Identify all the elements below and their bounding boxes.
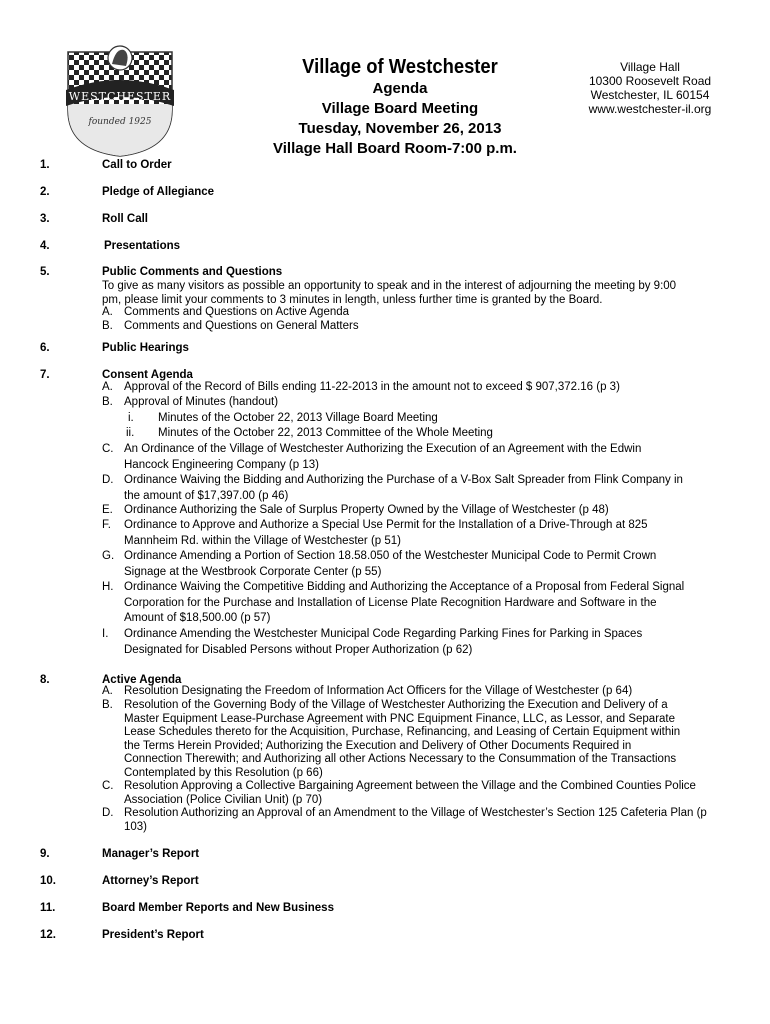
item-number: 11. — [40, 902, 56, 914]
sub-letter: A. — [102, 306, 113, 318]
agenda-header — [255, 55, 545, 159]
item-number: 9. — [40, 848, 50, 860]
meeting-date: Tuesday, November 26, 2013 — [298, 120, 502, 137]
sub-item — [102, 395, 722, 410]
sub-letter: A. — [102, 685, 113, 697]
sub-text: Resolution of the Governing Body of the Village of Westchester Authorizing the Execution and Delivery of a — [124, 699, 668, 711]
sub-letter: B. — [102, 320, 113, 332]
item-title: Call to Order — [102, 159, 172, 171]
sub-item — [102, 780, 722, 808]
sub-text: Ordinance to Approve and Authorize a Special Use Permit for the Installation of a Drive-Through at 825 — [124, 519, 648, 531]
sub-item — [102, 699, 722, 781]
item-title: Attorney’s Report — [102, 875, 199, 887]
sub-text: Ordinance Waiving the Bidding and Authorizing the Purchase of a V-Box Salt Spreader from Flink Company in — [124, 474, 683, 486]
agenda-subtitle: Agenda — [372, 80, 428, 97]
item-title: Board Member Reports and New Business — [102, 902, 334, 914]
address-line: Westchester, IL 60154 — [590, 88, 710, 102]
sub-text: Resolution Approving a Collective Bargaining Agreement between the Village and the Combined Counties Police — [124, 780, 696, 792]
page-title: Village of Westchester — [302, 56, 498, 78]
village-logo — [64, 40, 176, 158]
item-number: 5. — [40, 266, 50, 278]
sub-text: Corporation for the Purchase and Installation of License Plate Recognition Hardware and Software in the — [124, 596, 657, 609]
sub-text: Contemplated by this Resolution (p 66) — [124, 766, 323, 779]
item-number: 6. — [40, 342, 50, 354]
sub-letter: H. — [102, 581, 114, 593]
sub-text: Minutes of the October 22, 2013 Village Board Meeting — [158, 412, 438, 424]
sub-text: 103) — [124, 820, 148, 833]
item-number: 7. — [40, 369, 50, 381]
sub-text: An Ordinance of the Village of Westchester Authorizing the Execution of an Agreement with the Edwin — [124, 443, 642, 455]
sub-item — [102, 549, 722, 580]
sub-text: Mannheim Rd. within the Village of Westchester (p 51) — [124, 534, 401, 547]
roman-numeral: ii. — [126, 427, 135, 439]
item-title: Presentations — [104, 240, 181, 252]
item-title: Active Agenda — [102, 674, 182, 686]
sub-text: Approval of Minutes (handout) — [124, 396, 279, 408]
sub-text: Comments and Questions on Active Agenda — [124, 306, 350, 318]
sub-letter: G. — [102, 550, 115, 562]
sub-text: Connection Therewith; and Authorizing all other Actions Necessary to the Consummation of the Transactions — [124, 753, 677, 765]
sub-item — [102, 473, 722, 504]
village-address — [575, 60, 725, 116]
sub-item — [102, 685, 722, 699]
logo-name-text: WESTCHESTER — [68, 90, 172, 103]
item-number: 8. — [40, 674, 50, 686]
roman-numeral: i. — [128, 412, 134, 424]
item-title: Public Comments and Questions — [102, 266, 283, 278]
item-number: 1. — [40, 159, 50, 171]
roman-sub-item — [128, 411, 628, 426]
item-number: 10. — [40, 875, 56, 887]
sub-item — [102, 518, 722, 549]
sub-letter: I. — [102, 628, 109, 640]
sub-text: the amount of $17,397.00 (p 46) — [124, 489, 289, 502]
item-title: Pledge of Allegiance — [102, 186, 215, 198]
sub-item — [102, 580, 722, 626]
meeting-name: Village Board Meeting — [321, 100, 479, 117]
meeting-location: Village Hall Board Room-7:00 p.m. — [273, 140, 517, 157]
sub-text: Designated for Disabled Persons without Proper Authorization (p 62) — [124, 643, 473, 656]
item-title: Manager’s Report — [102, 848, 200, 860]
sub-letter: C. — [102, 780, 114, 792]
sub-text: Approval of the Record of Bills ending 11-22-2013 in the amount not to exceed $ 907,372.16 (p 3) — [124, 381, 620, 393]
sub-item — [102, 503, 722, 518]
item-title: President’s Report — [102, 929, 204, 941]
sub-letter: D. — [102, 474, 114, 486]
item-number: 4. — [40, 240, 50, 252]
sub-letter: D. — [102, 807, 114, 819]
sub-letter: B. — [102, 699, 113, 711]
sub-letter: B. — [102, 396, 113, 408]
sub-item — [102, 627, 722, 658]
sub-text: Ordinance Amending a Portion of Section 18.58.050 of the Westchester Municipal Code to Permit Crown — [124, 550, 657, 562]
item-title: Roll Call — [102, 213, 149, 225]
item-description: To give as many visitors as possible an opportunity to speak and in the interest of adjourning the meeting by 9:00 — [102, 280, 677, 292]
item-number: 3. — [40, 213, 50, 225]
website-link[interactable]: www.westchester-il.org — [588, 102, 712, 116]
sub-text: Resolution Authorizing an Approval of an Amendment to the Village of Westchester’s Section 125 Cafeteria Plan (p — [124, 807, 707, 819]
sub-text: Ordinance Waiving the Competitive Bidding and Authorizing the Acceptance of a Proposal from Federal Signal — [124, 581, 685, 593]
sub-text: Ordinance Authorizing the Sale of Surplus Property Owned by the Village of Westchester (p 48) — [124, 504, 609, 516]
address-line: 10300 Roosevelt Road — [588, 74, 712, 88]
item-title: Consent Agenda — [102, 369, 193, 381]
sub-letter: C. — [102, 443, 114, 455]
sub-text: Comments and Questions on General Matters — [124, 320, 359, 332]
sub-item — [102, 380, 722, 395]
sub-text: Master Equipment Lease-Purchase Agreement with PNC Equipment Finance, LLC, as Lessor, and Separate — [124, 712, 676, 725]
item-number: 2. — [40, 186, 50, 198]
item-description: pm, please limit your comments to 3 minutes in length, unless further time is granted by the Board. — [102, 294, 603, 306]
roman-sub-item — [126, 426, 626, 441]
sub-text: Resolution Designating the Freedom of Information Act Officers for the Village of Westchester (p 64) — [124, 685, 633, 697]
sub-text: the Terms Herein Provided; Authorizing the Execution and Delivery of Other Documents Required in — [124, 739, 632, 752]
sub-letter: E. — [102, 504, 113, 516]
sub-text: Lease Schedules thereto for the Acquisition, Purchase, Refinancing, and Leasing of Certain Equipment within — [124, 726, 681, 738]
sub-letter: F. — [102, 519, 111, 531]
sub-text: Amount of $18,500.00 (p 57) — [124, 612, 271, 624]
sub-text: Hancock Engineering Company (p 13) — [124, 458, 319, 471]
sub-item — [102, 807, 722, 835]
sub-text: Signage at the Westbrook Corporate Center (p 55) — [124, 565, 382, 578]
sub-text: Ordinance Amending the Westchester Municipal Code Regarding Parking Fines for Parking in Spaces — [124, 628, 643, 640]
sub-item — [102, 305, 702, 319]
item-number: 12. — [40, 929, 56, 941]
sub-item — [102, 442, 722, 473]
sub-text: Association (Police Civilian Unit) (p 70) — [124, 793, 323, 806]
sub-item — [102, 319, 702, 333]
sub-letter: A. — [102, 381, 113, 393]
logo-founded-text: founded 1925 — [88, 117, 152, 127]
sub-text: Minutes of the October 22, 2013 Committee of the Whole Meeting — [158, 427, 493, 439]
item-title: Public Hearings — [102, 342, 189, 354]
address-line: Village Hall — [620, 60, 680, 74]
